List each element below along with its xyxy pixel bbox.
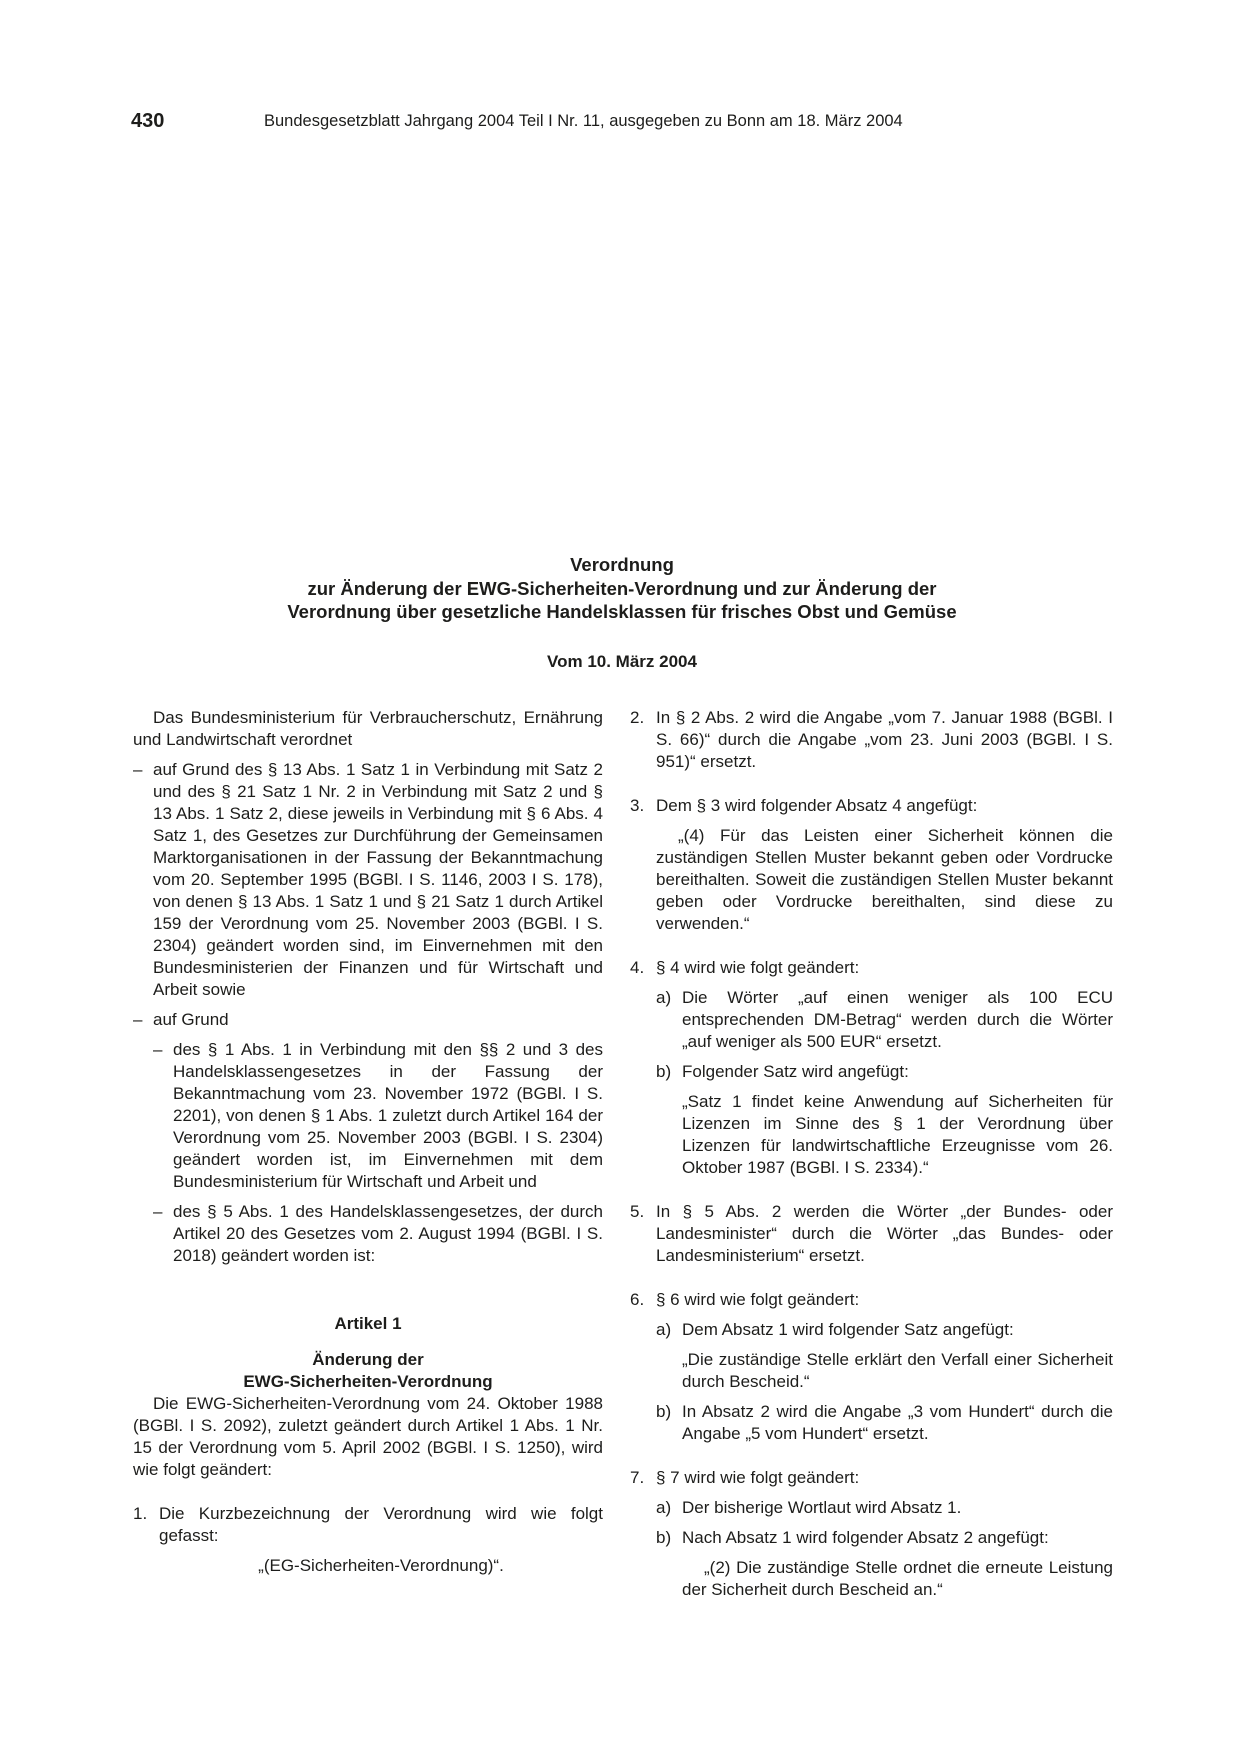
legal-basis-text: auf Grund des § 13 Abs. 1 Satz 1 in Verbindung mit Satz 2 und des § 21 Satz 1 Nr. 2 in Verbindung mit Satz 2 und § 13 Abs. 1 Satz 2, diese jeweils in Verbindung mit § 6 Abs. 4 Satz 1, des Gesetzes zur Durchführung der Gemeinsamen Marktorganisationen in der Fassung der Bekanntmachung vom 20. September 1995 (BGBl. I S. 1146, 2003 I S. 178), von denen § 13 Abs. 1 Satz 1 und § 21 Satz 1 durch Artikel 159 der Verordnung vom 25. November 2003 (BGBl. I S. 2304) geändert worden sind, im Einvernehmen mit den Bundesministerien der Finanzen und für Wirtschaft und Arbeit sowie <box>153 760 603 999</box>
article-intro: Die EWG-Sicherheiten-Verordnung vom 24. Oktober 1988 (BGBl. I S. 2092), zuletzt geändert durch Artikel 1 Abs. 1 Nr. 15 der Verordnung vom 5. April 2002 (BGBl. I S. 1250), wird wie folgt geändert: <box>133 1394 603 1479</box>
legal-basis-item: – auf Grund des § 13 Abs. 1 Satz 1 in Verbindung mit Satz 2 und des § 21 Satz 1 Nr. 2 in Verbindung mit Satz 2 und § 13 Abs. 1 Satz 2, diese jeweils in Verbindung mit § 6 Abs. 4 Satz 1, des Gesetzes zur Durchführung der Gemeinsamen Marktorganisationen in der Fassung der Bekanntmachung vom 20. September 1995 (BGBl. I S. 1146, 2003 I S. 178), von denen § 13 Abs. 1 Satz 1 und § 21 Satz 1 durch Artikel 159 der Verordnung vom 25. November 2003 (BGBl. I S. 2304) geändert worden sind, im Einvernehmen mit den Bundesministerien der Finanzen und für Wirtschaft und Arbeit sowie <box>133 760 603 999</box>
amendment-subtext: Dem Absatz 1 wird folgender Satz angefügt: <box>682 1320 1014 1339</box>
title-line-1: Verordnung <box>570 554 674 575</box>
item-number: 3. <box>630 796 645 815</box>
amendment-text: Die Kurzbezeichnung der Verordnung wird wie folgt gefasst: <box>159 1504 603 1545</box>
item-number: 1. <box>133 1504 148 1523</box>
amendment-subitem <box>630 1527 1113 1549</box>
amendment-item <box>133 1503 603 1547</box>
amendment-subtext: Nach Absatz 1 wird folgender Absatz 2 angefügt: <box>682 1528 1049 1547</box>
amendment-text: In § 2 Abs. 2 wird die Angabe „vom 7. Januar 1988 (BGBl. I S. 66)“ durch die Angabe „vom 23. Juni 2003 (BGBl. I S. 951)“ ersetzt. <box>656 708 1113 771</box>
amendment-quote: „Satz 1 findet keine Anwendung auf Sicherheiten für Lizenzen im Sinne des § 1 der Verordnung über Lizenzen für landwirtschaftliche Erzeugnisse vom 26. Oktober 1987 (BGBl. I S. 2334).“ <box>682 1092 1113 1177</box>
amendment-text: § 4 wird wie folgt geändert: <box>656 958 860 977</box>
item-number: 6. <box>630 1290 645 1309</box>
amendment-item <box>630 707 1113 773</box>
page-number: 430 <box>131 110 165 132</box>
right-column <box>630 707 1113 1601</box>
page-header <box>131 110 1113 140</box>
amendment-text: § 6 wird wie folgt geändert: <box>656 1290 860 1309</box>
amendment-quote: „Die zuständige Stelle erklärt den Verfall einer Sicherheit durch Bescheid.“ <box>682 1350 1113 1391</box>
amendment-item <box>630 795 1113 817</box>
legal-basis-item: – auf Grund <box>133 1010 229 1029</box>
subitem-letter: b) <box>656 1062 672 1081</box>
amendment-subitem <box>630 1401 1113 1445</box>
subitem-letter: a) <box>656 1498 672 1517</box>
subitem-letter: a) <box>656 1320 672 1339</box>
amendment-subtext: In Absatz 2 wird die Angabe „3 vom Hundert“ durch die Angabe „5 vom Hundert“ ersetzt. <box>682 1402 1113 1443</box>
amendment-text: Dem § 3 wird folgender Absatz 4 angefügt: <box>656 796 978 815</box>
amendment-subtext: Folgender Satz wird angefügt: <box>682 1062 909 1081</box>
legal-basis-subitem: – des § 1 Abs. 1 in Verbindung mit den §§ 2 und 3 des Handelsklassengesetzes in der Fassung der Bekanntmachung vom 23. November 1972 (BGBl. I S. 2201), von denen § 1 Abs. 1 zuletzt durch Artikel 164 der Verordnung vom 25. November 2003 (BGBl. I S. 2304) geändert worden ist, im Einvernehmen mit dem Bundesministerium für Wirtschaft und Arbeit und <box>153 1040 603 1191</box>
amendment-subtext: Der bisherige Wortlaut wird Absatz 1. <box>682 1498 962 1517</box>
legal-basis-text: auf Grund <box>153 1010 229 1029</box>
legal-basis-subtext: des § 1 Abs. 1 in Verbindung mit den §§ 2 und 3 des Handelsklassengesetzes in der Fassung der Bekanntmachung vom 23. November 1972 (BGBl. I S. 2201), von denen § 1 Abs. 1 zuletzt durch Artikel 164 der Verordnung vom 25. November 2003 (BGBl. I S. 2304) geändert worden ist, im Einvernehmen mit dem Bundesministerium für Wirtschaft und Arbeit und <box>173 1040 603 1191</box>
document-date: Vom 10. März 2004 <box>547 651 697 671</box>
item-number: 4. <box>630 958 645 977</box>
article-title-line-1: Änderung der <box>312 1350 424 1369</box>
article-label: Artikel 1 <box>334 1314 402 1333</box>
title-line-3: Verordnung über gesetzliche Handelsklassen für frisches Obst und Gemüse <box>287 601 957 622</box>
running-head: Bundesgesetzblatt Jahrgang 2004 Teil I Nr. 11, ausgegeben zu Bonn am 18. März 2004 <box>264 112 903 130</box>
subitem-letter: b) <box>656 1528 672 1547</box>
amendment-quote: „(2) Die zuständige Stelle ordnet die erneute Leistung der Sicherheit durch Bescheid an.“ <box>682 1558 1113 1599</box>
amendment-quote: „(EG-Sicherheiten-Verordnung)“. <box>258 1556 504 1575</box>
subitem-letter: b) <box>656 1402 672 1421</box>
left-column <box>133 707 603 1577</box>
item-number: 7. <box>630 1468 645 1487</box>
amendment-text: § 7 wird wie folgt geändert: <box>656 1468 860 1487</box>
amendment-item <box>630 1289 1113 1311</box>
legal-basis-subitem: – des § 5 Abs. 1 des Handelsklassengesetzes, der durch Artikel 20 des Gesetzes vom 2. August 1994 (BGBl. I S. 2018) geändert worden ist: <box>153 1202 603 1265</box>
amendment-subitem <box>630 1319 1113 1341</box>
amendment-subitem <box>630 1497 1113 1519</box>
title-line-2: zur Änderung der EWG-Sicherheiten-Verordnung und zur Änderung der <box>307 577 937 599</box>
amendment-subitem <box>630 987 1113 1053</box>
document-title <box>131 553 1113 672</box>
intro-paragraph: Das Bundesministerium für Verbraucherschutz, Ernährung und Landwirtschaft verordnet <box>133 708 603 749</box>
legal-basis-subtext: des § 5 Abs. 1 des Handelsklassengesetzes, der durch Artikel 20 des Gesetzes vom 2. August 1994 (BGBl. I S. 2018) geändert worden ist: <box>173 1202 603 1265</box>
amendment-subtext: Die Wörter „auf einen weniger als 100 ECU entsprechenden DM-Betrag“ werden durch die Wörter „auf weniger als 500 EUR“ ersetzt. <box>682 988 1113 1051</box>
amendment-text: In § 5 Abs. 2 werden die Wörter „der Bundes- oder Landesminister“ durch die Wörter „das Bundes- oder Landesministerium“ ersetzt. <box>656 1202 1113 1265</box>
amendment-item <box>630 957 1113 979</box>
item-number: 5. <box>630 1202 645 1221</box>
amendment-item <box>630 1201 1113 1267</box>
amendment-subitem <box>630 1061 1113 1083</box>
amendment-quote: „(4) Für das Leisten einer Sicherheit können die zuständigen Stellen Muster bekannt geben oder Vordrucke bereithalten. Soweit die zuständigen Stellen Muster bekannt geben oder Vordrucke bereithalten, sind diese zu verwenden.“ <box>656 826 1113 933</box>
item-number: 2. <box>630 708 645 727</box>
article-title-line-2: EWG-Sicherheiten-Verordnung <box>243 1372 493 1391</box>
subitem-letter: a) <box>656 988 672 1007</box>
amendment-item <box>630 1467 1113 1489</box>
